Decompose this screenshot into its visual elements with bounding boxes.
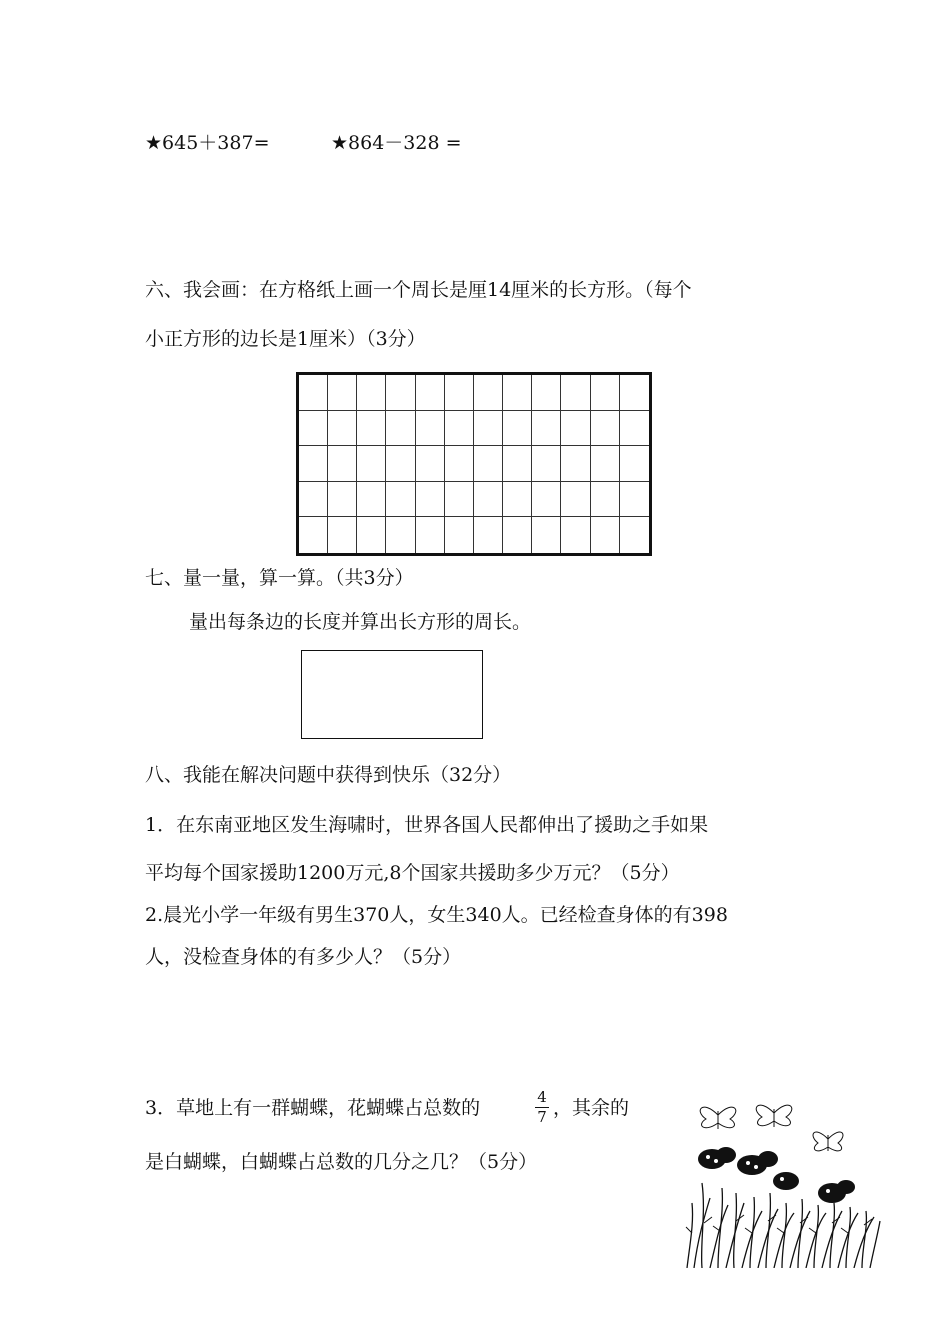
q1-line2: 平均每个国家援助1200万元,8个国家共援助多少万元？（5分）: [145, 862, 680, 884]
grid-cell: [357, 482, 386, 518]
grid-cell: [299, 517, 328, 553]
grid-cell: [357, 411, 386, 447]
white-butterfly-icon: [756, 1105, 792, 1127]
dark-butterfly-icon: [698, 1147, 855, 1203]
grid-cell: [328, 446, 357, 482]
grid-cell: [328, 375, 357, 411]
butterflies-grass-illustration: [682, 1093, 882, 1268]
grid-cell: [532, 446, 561, 482]
grid-cell: [386, 482, 415, 518]
grid-cell: [386, 411, 415, 447]
grid-cell: [561, 411, 590, 447]
grid-cell: [561, 375, 590, 411]
grid-cell: [503, 446, 532, 482]
grid-cell: [299, 482, 328, 518]
grid-cell: [620, 517, 649, 553]
grid-cell: [591, 482, 620, 518]
grid-cell: [561, 446, 590, 482]
grid-cell: [474, 517, 503, 553]
grid-cell: [328, 411, 357, 447]
grid-cell: [445, 411, 474, 447]
q3-line1-start: 3．草地上有一群蝴蝶，花蝴蝶占总数的: [145, 1097, 481, 1119]
grid-cell: [503, 482, 532, 518]
grid-cell: [620, 375, 649, 411]
measure-rectangle: [301, 650, 483, 739]
grid-cell: [620, 482, 649, 518]
grid-cell: [591, 446, 620, 482]
grid-cell: [299, 446, 328, 482]
section7-instruction: 量出每条边的长度并算出长方形的周长。: [189, 611, 532, 633]
grid-cell: [474, 375, 503, 411]
grid-cell: [474, 411, 503, 447]
grid-cell: [503, 517, 532, 553]
section7-title: 七、量一量，算一算。（共3分）: [145, 567, 414, 589]
grid-cell: [386, 375, 415, 411]
grid-cell: [503, 375, 532, 411]
grid-cell: [328, 517, 357, 553]
grid-cell: [328, 482, 357, 518]
calc-question-1: ★645＋387=: [145, 132, 270, 154]
fraction-denominator: 7: [537, 1108, 547, 1126]
grid-cell: [357, 517, 386, 553]
grid-cell: [503, 411, 532, 447]
grid-cell: [299, 375, 328, 411]
grid-cell: [620, 446, 649, 482]
section8-title: 八、我能在解决问题中获得到快乐（32分）: [145, 764, 512, 786]
grid-cell: [299, 411, 328, 447]
grid-cell: [591, 517, 620, 553]
grid-cell: [416, 517, 445, 553]
q1-line1: 1．在东南亚地区发生海啸时，世界各国人民都伸出了援助之手如果: [145, 814, 709, 836]
grid-cell: [386, 446, 415, 482]
grid-cell: [532, 482, 561, 518]
fraction-four-sevenths: [535, 1090, 549, 1125]
grid-cell: [532, 517, 561, 553]
calc-question-2: ★864－328 =: [331, 132, 462, 154]
grid-cell: [591, 375, 620, 411]
section6-line2: 小正方形的边长是1厘米）（3分）: [145, 328, 426, 350]
grid-cell: [445, 446, 474, 482]
white-butterfly-icon: [813, 1132, 843, 1151]
white-butterfly-icon: [700, 1107, 736, 1129]
q2-line1: 2.晨光小学一年级有男生370人，女生340人。已经检查身体的有398: [145, 904, 728, 926]
grid-cell: [416, 446, 445, 482]
grass-icon: [687, 1183, 880, 1268]
grid-cell: [386, 517, 415, 553]
grid-cell: [416, 411, 445, 447]
grid-cell: [532, 411, 561, 447]
q2-line2: 人，没检查身体的有多少人？（5分）: [145, 946, 462, 968]
grid-cell: [561, 482, 590, 518]
grid-cell: [561, 517, 590, 553]
q3-line2: 是白蝴蝶，白蝴蝶占总数的几分之几？（5分）: [145, 1151, 538, 1173]
section6-line1: 六、我会画：在方格纸上画一个周长是厘14厘米的长方形。（每个: [145, 279, 692, 301]
fraction-numerator: 4: [537, 1088, 547, 1106]
grid-cell: [445, 375, 474, 411]
grid-cell: [416, 375, 445, 411]
grid-cell: [445, 517, 474, 553]
grid-cell: [474, 446, 503, 482]
grid-cell: [357, 375, 386, 411]
grid-cell: [532, 375, 561, 411]
grass-leaves: [686, 1215, 872, 1233]
grid-cell: [445, 482, 474, 518]
grid-cell: [416, 482, 445, 518]
grid-cell: [591, 411, 620, 447]
grid-cell: [474, 482, 503, 518]
grid-cell: [357, 446, 386, 482]
grid-paper: [296, 372, 652, 556]
grid-cell: [620, 411, 649, 447]
q3-line1-end: ，其余的: [553, 1097, 630, 1119]
